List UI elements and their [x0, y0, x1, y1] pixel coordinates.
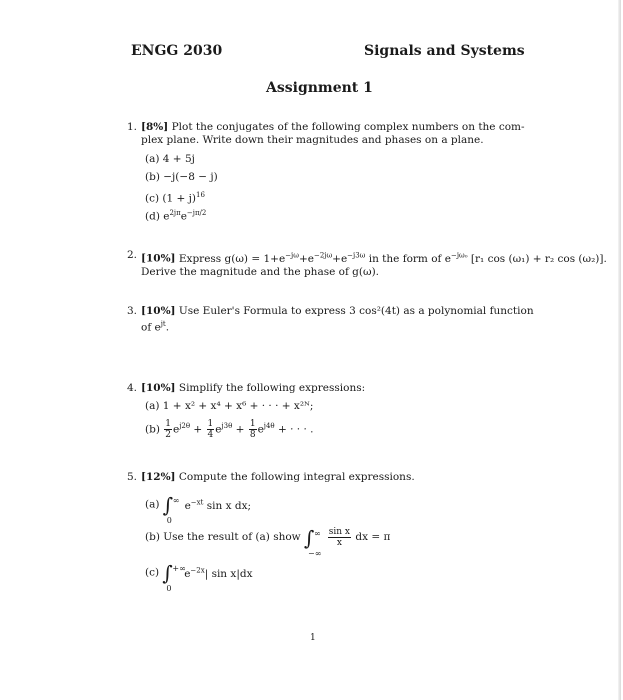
- question-1: [127, 121, 547, 221]
- question-text: Plot the conjugates of the following complex numbers on the com-: [171, 121, 525, 133]
- question-text: Simplify the following expressions:: [178, 382, 366, 394]
- fraction: $\frac{1}{2}$: [165, 419, 171, 440]
- course-name: Signals and Systems: [364, 43, 525, 59]
- list-item: (a) 4 + 5j: [145, 153, 195, 165]
- list-item: (a) ∫ ∞ 0 $e^{-xt}$ sin x dx;: [145, 493, 252, 525]
- page-number: 1: [310, 633, 316, 643]
- question-weight: [10%]: [141, 382, 176, 394]
- list-item: (b) −j(−8 − j): [145, 171, 218, 183]
- question-number: 2.: [127, 249, 138, 261]
- integral-sign: ∫ ∞ −∞: [304, 525, 322, 558]
- question-weight: [8%]: [141, 121, 169, 133]
- list-item: (a) 1 + x² + x⁴ + x⁶ + · · · + x²ᴺ;: [145, 400, 314, 412]
- question-text: of $e^{jt}$.: [141, 320, 170, 334]
- question-3: [127, 305, 547, 335]
- question-weight: [12%]: [141, 471, 176, 483]
- fraction: $\frac{\text{sin x}}{x}$: [328, 527, 351, 548]
- page-title: Assignment 1: [266, 80, 373, 96]
- fraction: $\frac{1}{4}$: [207, 419, 214, 440]
- question-number: 4.: [127, 382, 138, 394]
- question-number: 1.: [127, 121, 138, 133]
- question-text: Derive the magnitude and the phase of g(ω).: [141, 265, 379, 278]
- question-weight: [10%]: [141, 252, 176, 265]
- question-text: Use Euler's Formula to express 3 cos²(4t) as a polynomial function: [178, 305, 534, 317]
- question-2: [127, 249, 607, 279]
- question-number: 5.: [127, 471, 138, 483]
- question-weight: [10%]: [141, 305, 176, 317]
- integral-sign: ∫ +∞ 0: [162, 561, 186, 593]
- fraction: $\frac{1}{8}$: [249, 419, 256, 440]
- course-code: ENGG 2030: [131, 43, 223, 59]
- question-number: 3.: [127, 305, 138, 317]
- integral-sign: ∫ ∞ 0: [162, 493, 180, 525]
- list-item: (c) ∫ +∞ 0 $e^{-2x}|$ sin x|dx: [145, 561, 253, 593]
- page-edge-shadow: [618, 0, 621, 700]
- question-text: plex plane. Write down their magnitudes and phases on a plane.: [141, 134, 484, 146]
- question-5: [127, 471, 547, 621]
- question-text: Express $g(\omega) = 1+e^{-j\omega}+e^{-2j\omega}+e^{-j3\omega}$ in the form of $e^{-j\omega_0}$ [r₁ cos (ω₁) + r₂ cos (ω₂)].: [178, 251, 607, 265]
- list-item: (b) Use the result of (a) show ∫ ∞ −∞ $\frac{\text{sin x}}{x}$ dx = π: [145, 525, 391, 558]
- list-item: (d) $e^{2j\pi}e^{-j\pi/2}$: [145, 209, 207, 223]
- question-text: Compute the following integral expressions.: [178, 471, 415, 483]
- question-4: [127, 382, 547, 452]
- list-item: (b) $\frac{1}{2}$ $e^{j2\theta}$ + $\frac{1}{4}$ $e^{j3\theta}$ + $\frac{1}{8}$ $e^{j4\theta}$ + · · · .: [145, 419, 314, 440]
- list-item: (c) $(1 + j)^{16}$: [145, 191, 205, 205]
